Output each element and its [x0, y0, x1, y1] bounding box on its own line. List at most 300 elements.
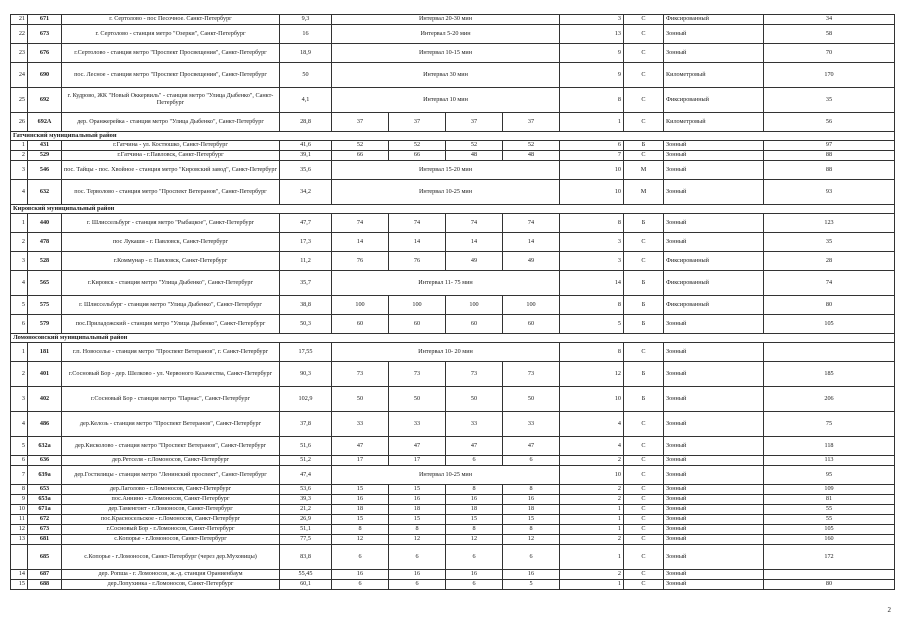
- trips-cell-4: 37: [503, 113, 560, 132]
- row-number-cell: 1: [11, 214, 28, 233]
- trips-cell-1: 50: [332, 387, 389, 412]
- table-row: [11, 456, 895, 466]
- row-number-cell: 1: [11, 141, 28, 151]
- vehicle-class-cell: М: [624, 180, 664, 205]
- table-row: [11, 252, 895, 271]
- cost-cell: 56: [764, 113, 895, 132]
- cost-cell: 80: [764, 296, 895, 315]
- trips-cell-1: 8: [332, 525, 389, 535]
- row-number-cell: 14: [11, 570, 28, 580]
- route-length-cell: 17,3: [280, 233, 332, 252]
- trips-cell-2: 52: [389, 141, 446, 151]
- vehicles-cell: 8: [560, 296, 624, 315]
- vehicles-cell: 10: [560, 387, 624, 412]
- section-title: Гатчинский муниципальный район: [11, 132, 895, 141]
- route-code-cell: 671: [28, 15, 62, 25]
- trips-cell-1: 15: [332, 515, 389, 525]
- trips-cell-2: 12: [389, 535, 446, 545]
- vehicle-class-cell: С: [624, 505, 664, 515]
- trips-cell-3: 60: [446, 315, 503, 334]
- trips-cell-4: 33: [503, 412, 560, 437]
- table-row: [11, 296, 895, 315]
- trips-cell-4: 8: [503, 485, 560, 495]
- route-code-cell: 529: [28, 151, 62, 161]
- cost-cell: 118: [764, 437, 895, 456]
- route-code-cell: 431: [28, 141, 62, 151]
- trips-cell-1: 33: [332, 412, 389, 437]
- cost-cell: 75: [764, 412, 895, 437]
- tariff-type-cell: Зонный: [664, 456, 764, 466]
- vehicle-class-cell: С: [624, 44, 664, 63]
- table-row: [11, 161, 895, 180]
- cost-cell: 97: [764, 141, 895, 151]
- vehicle-class-cell: С: [624, 535, 664, 545]
- vehicle-class-cell: С: [624, 252, 664, 271]
- route-name-cell: с.Копорье - г.Ломоносов, Санкт-Петербург: [62, 535, 280, 545]
- cost-cell: 28: [764, 252, 895, 271]
- route-length-cell: 17,55: [280, 343, 332, 362]
- trips-cell-2: 17: [389, 456, 446, 466]
- route-length-cell: 83,8: [280, 545, 332, 570]
- vehicle-class-cell: С: [624, 525, 664, 535]
- route-length-cell: 28,8: [280, 113, 332, 132]
- route-length-cell: 77,5: [280, 535, 332, 545]
- trips-cell-1: 66: [332, 151, 389, 161]
- table-row: [11, 412, 895, 437]
- trips-cell-3: 8: [446, 485, 503, 495]
- route-code-cell: 478: [28, 233, 62, 252]
- row-number-cell: 7: [11, 466, 28, 485]
- route-name-cell: пос.Аннино - г.Ломоносов, Санкт-Петербург: [62, 495, 280, 505]
- route-name-cell: г.Сосновый Бор - г.Ломоносов, Санкт-Петербург: [62, 525, 280, 535]
- trips-cell-4: 47: [503, 437, 560, 456]
- table-row: [11, 315, 895, 334]
- trips-cell-1: 74: [332, 214, 389, 233]
- vehicle-class-cell: М: [624, 161, 664, 180]
- route-length-cell: 18,9: [280, 44, 332, 63]
- table-row: [11, 580, 895, 590]
- table-row: [11, 485, 895, 495]
- cost-cell: 55: [764, 515, 895, 525]
- trips-cell-3: 47: [446, 437, 503, 456]
- route-name-cell: дер. Ропша - г. Ломоносов, ж.-д. станция Ораниенбаум: [62, 570, 280, 580]
- cost-cell: 74: [764, 271, 895, 296]
- tariff-type-cell: Фиксированный: [664, 296, 764, 315]
- route-name-cell: пос. Терволово - станция метро "Проспект Ветеранов", Санкт-Петербург: [62, 180, 280, 205]
- cost-cell: 105: [764, 315, 895, 334]
- trips-cell-2: 8: [389, 525, 446, 535]
- tariff-type-cell: Зонный: [664, 214, 764, 233]
- trips-cell-3: 16: [446, 495, 503, 505]
- vehicle-class-cell: С: [624, 570, 664, 580]
- trips-cell-4: 48: [503, 151, 560, 161]
- interval-cell: Интервал 10-15 мин: [332, 44, 560, 63]
- table-row: [11, 180, 895, 205]
- vehicle-class-cell: Б: [624, 387, 664, 412]
- route-code-cell: 676: [28, 44, 62, 63]
- route-length-cell: 39,1: [280, 151, 332, 161]
- vehicle-class-cell: С: [624, 113, 664, 132]
- cost-cell: 35: [764, 233, 895, 252]
- trips-cell-4: 50: [503, 387, 560, 412]
- trips-cell-2: 14: [389, 233, 446, 252]
- tariff-type-cell: Зонный: [664, 44, 764, 63]
- route-length-cell: 55,45: [280, 570, 332, 580]
- tariff-type-cell: Зонный: [664, 362, 764, 387]
- vehicles-cell: 8: [560, 214, 624, 233]
- vehicle-class-cell: С: [624, 412, 664, 437]
- cost-cell: 95: [764, 466, 895, 485]
- trips-cell-1: 15: [332, 485, 389, 495]
- table-row: [11, 44, 895, 63]
- tariff-type-cell: Зонный: [664, 233, 764, 252]
- route-name-cell: пос Лукаши - г. Павловск, Санкт-Петербург: [62, 233, 280, 252]
- route-length-cell: 34,2: [280, 180, 332, 205]
- trips-cell-2: 33: [389, 412, 446, 437]
- trips-cell-3: 100: [446, 296, 503, 315]
- trips-cell-1: 76: [332, 252, 389, 271]
- cost-cell: 185: [764, 362, 895, 387]
- route-code-cell: 673: [28, 25, 62, 44]
- vehicle-class-cell: С: [624, 495, 664, 505]
- cost-cell: 206: [764, 387, 895, 412]
- table-row: [11, 495, 895, 505]
- table-row: [11, 233, 895, 252]
- vehicle-class-cell: Б: [624, 141, 664, 151]
- row-number-cell: 5: [11, 437, 28, 456]
- table-row: [11, 151, 895, 161]
- trips-cell-2: 6: [389, 580, 446, 590]
- route-code-cell: 440: [28, 214, 62, 233]
- route-name-cell: дер.Кисколово - станция метро "Проспект Ветеранов", Санкт-Петербург: [62, 437, 280, 456]
- vehicles-cell: 8: [560, 88, 624, 113]
- trips-cell-4: 8: [503, 525, 560, 535]
- route-length-cell: 39,3: [280, 495, 332, 505]
- row-number-cell: 10: [11, 505, 28, 515]
- route-length-cell: 51,1: [280, 525, 332, 535]
- route-code-cell: 401: [28, 362, 62, 387]
- route-code-cell: 653а: [28, 495, 62, 505]
- trips-cell-3: 33: [446, 412, 503, 437]
- trips-cell-3: 6: [446, 545, 503, 570]
- vehicle-class-cell: С: [624, 456, 664, 466]
- cost-cell: [764, 570, 895, 580]
- trips-cell-3: 6: [446, 580, 503, 590]
- vehicle-class-cell: С: [624, 545, 664, 570]
- cost-cell: 34: [764, 15, 895, 25]
- cost-cell: 170: [764, 63, 895, 88]
- cost-cell: 88: [764, 151, 895, 161]
- vehicles-cell: 2: [560, 535, 624, 545]
- tariff-type-cell: Фиксированный: [664, 88, 764, 113]
- route-length-cell: 38,8: [280, 296, 332, 315]
- vehicles-cell: 2: [560, 456, 624, 466]
- table-row: [11, 113, 895, 132]
- route-name-cell: г.Кировск - станция метро "Улица Дыбенко", Санкт-Петербург: [62, 271, 280, 296]
- vehicle-class-cell: С: [624, 151, 664, 161]
- route-code-cell: 685: [28, 545, 62, 570]
- tariff-type-cell: Фиксированный: [664, 252, 764, 271]
- route-name-cell: с.Копорье - г.Ломоносов, Санкт-Петербург (через дер.Муховицы): [62, 545, 280, 570]
- trips-cell-4: 12: [503, 535, 560, 545]
- trips-cell-2: 37: [389, 113, 446, 132]
- route-code-cell: 671а: [28, 505, 62, 515]
- table-row: [11, 15, 895, 25]
- vehicles-cell: 12: [560, 362, 624, 387]
- table-row: [11, 63, 895, 88]
- cost-cell: 55: [764, 505, 895, 515]
- vehicles-cell: 4: [560, 412, 624, 437]
- route-length-cell: 47,4: [280, 466, 332, 485]
- trips-cell-4: 18: [503, 505, 560, 515]
- row-number-cell: 26: [11, 113, 28, 132]
- vehicles-cell: 10: [560, 466, 624, 485]
- route-length-cell: 50: [280, 63, 332, 88]
- trips-cell-2: 76: [389, 252, 446, 271]
- row-number-cell: 13: [11, 535, 28, 545]
- vehicle-class-cell: С: [624, 233, 664, 252]
- trips-cell-1: 100: [332, 296, 389, 315]
- cost-cell: 58: [764, 25, 895, 44]
- trips-cell-1: 47: [332, 437, 389, 456]
- vehicles-cell: 3: [560, 233, 624, 252]
- vehicle-class-cell: С: [624, 63, 664, 88]
- route-code-cell: 402: [28, 387, 62, 412]
- trips-cell-4: 16: [503, 495, 560, 505]
- row-number-cell: 11: [11, 515, 28, 525]
- table-row: [11, 343, 895, 362]
- route-code-cell: 688: [28, 580, 62, 590]
- trips-cell-2: 16: [389, 570, 446, 580]
- trips-cell-3: 37: [446, 113, 503, 132]
- cost-cell: 81: [764, 495, 895, 505]
- vehicles-cell: 7: [560, 151, 624, 161]
- table-row: [11, 271, 895, 296]
- vehicle-class-cell: С: [624, 25, 664, 44]
- cost-cell: 35: [764, 88, 895, 113]
- tariff-type-cell: Зонный: [664, 151, 764, 161]
- trips-cell-1: 18: [332, 505, 389, 515]
- trips-cell-4: 15: [503, 515, 560, 525]
- route-name-cell: г.Гатчина - г.Павловск, Санкт-Петербург: [62, 151, 280, 161]
- section-header-row: [11, 132, 895, 141]
- cost-cell: 160: [764, 535, 895, 545]
- route-name-cell: г. Сертолово - станция метро "Озерки", Санкт-Петербург: [62, 25, 280, 44]
- route-code-cell: 486: [28, 412, 62, 437]
- route-code-cell: 565: [28, 271, 62, 296]
- trips-cell-2: 47: [389, 437, 446, 456]
- tariff-type-cell: Зонный: [664, 580, 764, 590]
- tariff-type-cell: Зонный: [664, 535, 764, 545]
- trips-cell-1: 16: [332, 495, 389, 505]
- trips-cell-1: 60: [332, 315, 389, 334]
- trips-cell-4: 6: [503, 545, 560, 570]
- row-number-cell: 22: [11, 25, 28, 44]
- route-name-cell: пос. Лесное - станция метро "Проспект Просвещения", Санкт-Петербург: [62, 63, 280, 88]
- trips-cell-4: 6: [503, 456, 560, 466]
- row-number-cell: 8: [11, 485, 28, 495]
- row-number-cell: 15: [11, 580, 28, 590]
- vehicles-cell: 10: [560, 161, 624, 180]
- route-code-cell: 690: [28, 63, 62, 88]
- route-name-cell: г.Коммунар - г. Павловск, Санкт-Петербург: [62, 252, 280, 271]
- trips-cell-1: 52: [332, 141, 389, 151]
- trips-cell-3: 15: [446, 515, 503, 525]
- row-number-cell: 2: [11, 151, 28, 161]
- route-code-cell: 181: [28, 343, 62, 362]
- route-code-cell: 579: [28, 315, 62, 334]
- vehicles-cell: 14: [560, 271, 624, 296]
- trips-cell-4: 52: [503, 141, 560, 151]
- trips-cell-1: 14: [332, 233, 389, 252]
- route-code-cell: 632а: [28, 437, 62, 456]
- row-number-cell: 21: [11, 15, 28, 25]
- trips-cell-3: 48: [446, 151, 503, 161]
- cost-cell: 113: [764, 456, 895, 466]
- trips-cell-4: 60: [503, 315, 560, 334]
- tariff-type-cell: Зонный: [664, 495, 764, 505]
- vehicle-class-cell: С: [624, 466, 664, 485]
- route-name-cell: г.Гатчина - ул. Костюшко, Санкт-Петербург: [62, 141, 280, 151]
- tariff-type-cell: Зонный: [664, 141, 764, 151]
- route-name-cell: дер.Гостилицы - станция метро "Ленинский проспект", Санкт-Петербург: [62, 466, 280, 485]
- interval-cell: Интервал 10 мин: [332, 88, 560, 113]
- route-length-cell: 50,3: [280, 315, 332, 334]
- trips-cell-3: 18: [446, 505, 503, 515]
- vehicle-class-cell: С: [624, 580, 664, 590]
- vehicles-cell: 1: [560, 545, 624, 570]
- vehicles-cell: 8: [560, 343, 624, 362]
- trips-cell-3: 73: [446, 362, 503, 387]
- trips-cell-2: 50: [389, 387, 446, 412]
- table-row: [11, 505, 895, 515]
- vehicles-cell: 2: [560, 485, 624, 495]
- trips-cell-1: 17: [332, 456, 389, 466]
- vehicle-class-cell: С: [624, 437, 664, 456]
- route-length-cell: 11,2: [280, 252, 332, 271]
- row-number-cell: 4: [11, 412, 28, 437]
- trips-cell-2: 16: [389, 495, 446, 505]
- tariff-type-cell: Зонный: [664, 343, 764, 362]
- trips-cell-4: 73: [503, 362, 560, 387]
- trips-cell-1: 37: [332, 113, 389, 132]
- route-length-cell: 9,3: [280, 15, 332, 25]
- trips-cell-1: 16: [332, 570, 389, 580]
- trips-cell-3: 49: [446, 252, 503, 271]
- trips-cell-1: 73: [332, 362, 389, 387]
- vehicles-cell: 1: [560, 505, 624, 515]
- row-number-cell: 4: [11, 271, 28, 296]
- route-name-cell: пос.Приладожский - станция метро "Улица Дыбенко", Санкт-Петербург: [62, 315, 280, 334]
- cost-cell: 109: [764, 485, 895, 495]
- tariff-type-cell: Зонный: [664, 315, 764, 334]
- cost-cell: 105: [764, 525, 895, 535]
- tariff-type-cell: Зонный: [664, 161, 764, 180]
- route-code-cell: 632: [28, 180, 62, 205]
- table-row: [11, 25, 895, 44]
- route-code-cell: 546: [28, 161, 62, 180]
- cost-cell: 70: [764, 44, 895, 63]
- section-title: Ломоносовский муниципальный район: [11, 334, 895, 343]
- route-name-cell: г.Сосновый Бор - дер. Шелково - ул. Червоного Казачества, Санкт-Петербург: [62, 362, 280, 387]
- trips-cell-2: 60: [389, 315, 446, 334]
- vehicle-class-cell: Б: [624, 214, 664, 233]
- vehicles-cell: 9: [560, 44, 624, 63]
- trips-cell-3: 50: [446, 387, 503, 412]
- route-table-sheet: [10, 14, 894, 590]
- tariff-type-cell: Зонный: [664, 525, 764, 535]
- trips-cell-4: 74: [503, 214, 560, 233]
- section-header-row: [11, 334, 895, 343]
- vehicles-cell: 4: [560, 437, 624, 456]
- tariff-type-cell: Зонный: [664, 485, 764, 495]
- vehicle-class-cell: Б: [624, 362, 664, 387]
- interval-cell: Интервал 30 мин: [332, 63, 560, 88]
- row-number-cell: 12: [11, 525, 28, 535]
- trips-cell-2: 18: [389, 505, 446, 515]
- table-row: [11, 570, 895, 580]
- cost-cell: 80: [764, 580, 895, 590]
- route-code-cell: 636: [28, 456, 62, 466]
- tariff-type-cell: Зонный: [664, 545, 764, 570]
- vehicles-cell: 1: [560, 113, 624, 132]
- interval-cell: Интервал 15-20 мин: [332, 161, 560, 180]
- tariff-type-cell: Зонный: [664, 505, 764, 515]
- cost-cell: [764, 343, 895, 362]
- trips-cell-1: 12: [332, 535, 389, 545]
- trips-cell-4: 100: [503, 296, 560, 315]
- trips-cell-3: 52: [446, 141, 503, 151]
- table-row: [11, 387, 895, 412]
- cost-cell: 172: [764, 545, 895, 570]
- route-code-cell: 639а: [28, 466, 62, 485]
- cost-cell: 88: [764, 161, 895, 180]
- tariff-type-cell: Зонный: [664, 515, 764, 525]
- route-name-cell: дер. Оранжерейка - станция метро "Улица Дыбенко", Санкт-Петербург: [62, 113, 280, 132]
- route-name-cell: г. Кудрово, ЖК "Новый Оккервиль" - станция метро "Улица Дыбенко", Санкт-Петербург: [62, 88, 280, 113]
- route-table: [10, 14, 895, 590]
- vehicle-class-cell: Б: [624, 296, 664, 315]
- row-number-cell: 2: [11, 233, 28, 252]
- trips-cell-2: 74: [389, 214, 446, 233]
- route-name-cell: г. Шлиссельбург - станция метро "Рыбацкое", Санкт-Петербург: [62, 214, 280, 233]
- trips-cell-3: 12: [446, 535, 503, 545]
- vehicles-cell: 1: [560, 515, 624, 525]
- trips-cell-3: 6: [446, 456, 503, 466]
- vehicle-class-cell: С: [624, 15, 664, 25]
- vehicle-class-cell: С: [624, 343, 664, 362]
- route-length-cell: 21,2: [280, 505, 332, 515]
- trips-cell-2: 100: [389, 296, 446, 315]
- trips-cell-2: 15: [389, 485, 446, 495]
- route-length-cell: 41,6: [280, 141, 332, 151]
- vehicles-cell: 3: [560, 15, 624, 25]
- row-number-cell: 1: [11, 343, 28, 362]
- vehicle-class-cell: Б: [624, 271, 664, 296]
- vehicles-cell: 2: [560, 495, 624, 505]
- route-name-cell: г.Сосновый Бор - станция метро "Парнас", Санкт-Петербург: [62, 387, 280, 412]
- table-row: [11, 525, 895, 535]
- route-length-cell: 47,7: [280, 214, 332, 233]
- cost-cell: 93: [764, 180, 895, 205]
- tariff-type-cell: Зонный: [664, 25, 764, 44]
- vehicle-class-cell: С: [624, 515, 664, 525]
- row-number-cell: 24: [11, 63, 28, 88]
- route-code-cell: 692: [28, 88, 62, 113]
- trips-cell-2: 15: [389, 515, 446, 525]
- route-name-cell: г.Сертолово - станция метро "Проспект Просвещения", Санкт-Петербург: [62, 44, 280, 63]
- vehicles-cell: 3: [560, 252, 624, 271]
